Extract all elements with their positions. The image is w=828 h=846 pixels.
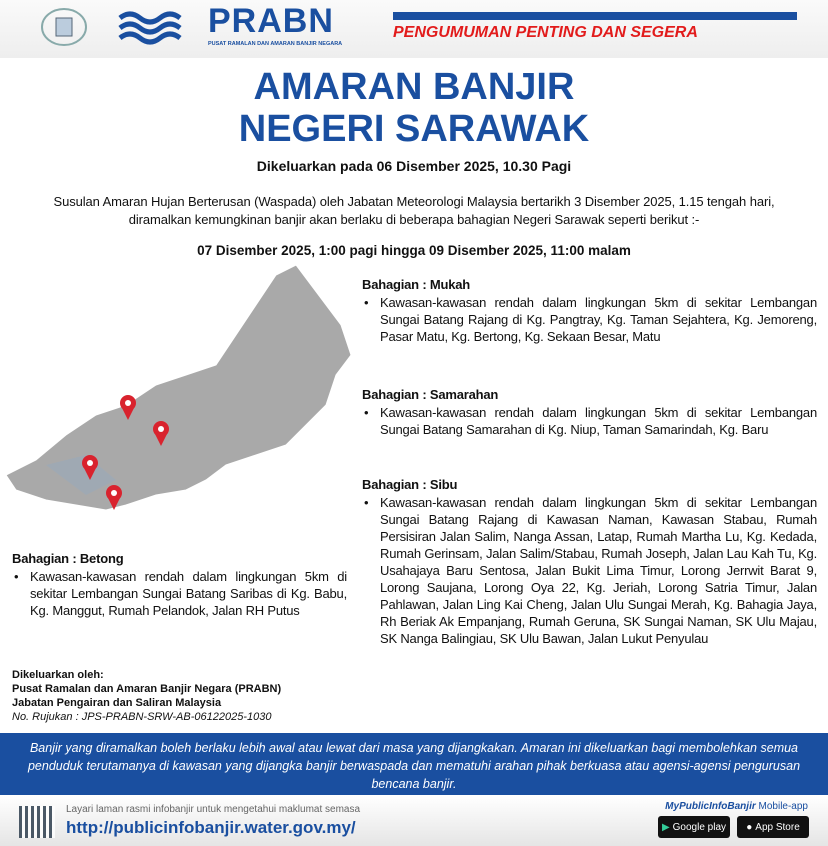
website-link[interactable]: http://publicinfobanjir.water.gov.my/ xyxy=(66,818,356,837)
prabn-logo: PRABN xyxy=(208,2,334,40)
issuer-info xyxy=(12,668,352,724)
section-mukah xyxy=(362,276,817,345)
section-text: Kawasan-kawasan rendah dalam lingkungan 5km di sekitar Lembangan Sungai Batang Saribas di Kg. Babu, Kg. Manggut, Rumah Pelandok, Jalan RH Putus xyxy=(30,569,347,618)
mobile-app-label xyxy=(665,801,808,813)
bullet: • xyxy=(14,569,19,584)
reference-number: No. Rujukan : JPS-PRABN-SRW-AB-06122025-1030 xyxy=(12,711,272,723)
app-name: MyPublicInfoBanjir xyxy=(665,801,756,812)
issuer-org1: Pusat Ramalan dan Amaran Banjir Negara (PRABN) xyxy=(12,683,282,695)
play-icon: ▶ xyxy=(661,821,670,833)
title-line2: NEGERI SARAWAK xyxy=(238,108,590,150)
bullet: • xyxy=(364,495,369,510)
waves-logo xyxy=(115,8,190,46)
issued-date: Dikeluarkan pada 06 Disember 2025, 10.30 Pagi xyxy=(256,158,572,174)
footer xyxy=(0,796,828,846)
section-title: Bahagian : Sibu xyxy=(362,477,458,492)
prabn-logo-subtitle: PUSAT RAMALAN DAN AMARAN BANJIR NEGARA xyxy=(208,41,343,47)
qr-code-icon[interactable] xyxy=(19,806,55,838)
section-sibu xyxy=(362,476,817,647)
intro-line2: diramalkan kemungkinan banjir akan berlaku di beberapa bahagian Negeri Sarawak seperti berikut :- xyxy=(128,212,700,227)
bullet: • xyxy=(364,295,369,310)
apple-icon: ● xyxy=(746,821,753,833)
issuer-org2: Jabatan Pengairan dan Saliran Malaysia xyxy=(12,697,222,709)
google-play-label: Google play xyxy=(672,821,727,833)
visit-text: Layari laman rasmi infobanjir untuk mengetahui maklumat semasa xyxy=(66,804,361,815)
urgent-announcement: PENGUMUMAN PENTING DAN SEGERA xyxy=(393,24,698,41)
sarawak-map xyxy=(6,265,356,545)
divider-bar xyxy=(393,12,797,20)
app-store-button[interactable] xyxy=(737,816,809,838)
section-title: Bahagian : Betong xyxy=(12,551,124,566)
section-title: Bahagian : Mukah xyxy=(362,277,471,292)
section-text: Kawasan-kawasan rendah dalam lingkungan 5km di sekitar Lembangan Sungai Batang Rajang di Kawasan Naman, Kawasan Stabau, Rumah Persisiran Jalan Salim, Nanga Assan, Latap, Rumah Martha Lu, Kg. Kedada, Rumah Gerinsam, Jalan Salim/Stabau, Rumah Joseph, Jalan Lau Kah Tu, Kg. Usahajaya Baru Sentosa, Jalan Bukit Lima Timur, Lorong Jerrwit Barat 9, Lorong Saujana, Lorong Oya 22, Kg. Jeriah, Lorong Satria Timur, Jalan Pahlawan, Jalan Ling Kai Cheng, Jalan Ulu Sungai Merah, Kg. Bahagia Jaya, Rh Beriak Ak Empanjang, Rumah Geruna, SK Sungai Naman, SK Ulu Majau, SK Nanga Balingiau, SK Ulu Bawan, Jalan Lukut Penyulau xyxy=(380,495,817,646)
issuer-label: Dikeluarkan oleh: xyxy=(12,669,104,681)
bullet: • xyxy=(364,405,369,420)
section-title: Bahagian : Samarahan xyxy=(362,387,499,402)
disclaimer-banner: Banjir yang diramalkan boleh berlaku lebih awal atau lewat dari masa yang dijangkakan. Amaran ini dikeluarkan bagi membolehkan semua penduduk terutamanya di kawasan yang dijangka banjir berwaspada dan mematuhi arahan pihak berkuasa atau agensi-agensi pengurusan bencana banjir. xyxy=(0,733,828,795)
warning-period: 07 Disember 2025, 1:00 pagi hingga 09 Disember 2025, 11:00 malam xyxy=(197,243,631,258)
section-betong xyxy=(12,550,347,619)
app-suffix: Mobile-app xyxy=(755,801,808,812)
title-line1: AMARAN BANJIR xyxy=(253,66,575,108)
header xyxy=(0,0,828,58)
section-samarahan xyxy=(362,386,817,438)
coat-of-arms-logo xyxy=(34,6,94,48)
app-store-label: App Store xyxy=(755,821,800,833)
section-text: Kawasan-kawasan rendah dalam lingkungan 5km di sekitar Lembangan Sungai Batang Rajang di Kg. Pangtray, Kg. Taman Sejahtera, Kg. Jemoreng, Pasar Matu, Kg. Bertong, Kg. Sekaan Besar, Matu xyxy=(380,295,817,344)
section-text: Kawasan-kawasan rendah dalam lingkungan 5km di sekitar Lembangan Sungai Batang Samarahan di Kg. Niup, Taman Samarindah, Kg. Baru xyxy=(380,405,817,437)
google-play-button[interactable] xyxy=(658,816,730,838)
intro-text xyxy=(0,193,828,229)
intro-line1: Susulan Amaran Hujan Berterusan (Waspada) oleh Jabatan Meteorologi Malaysia bertarikh 3 Disember 2025, 1.15 tengah hari, xyxy=(53,194,775,209)
